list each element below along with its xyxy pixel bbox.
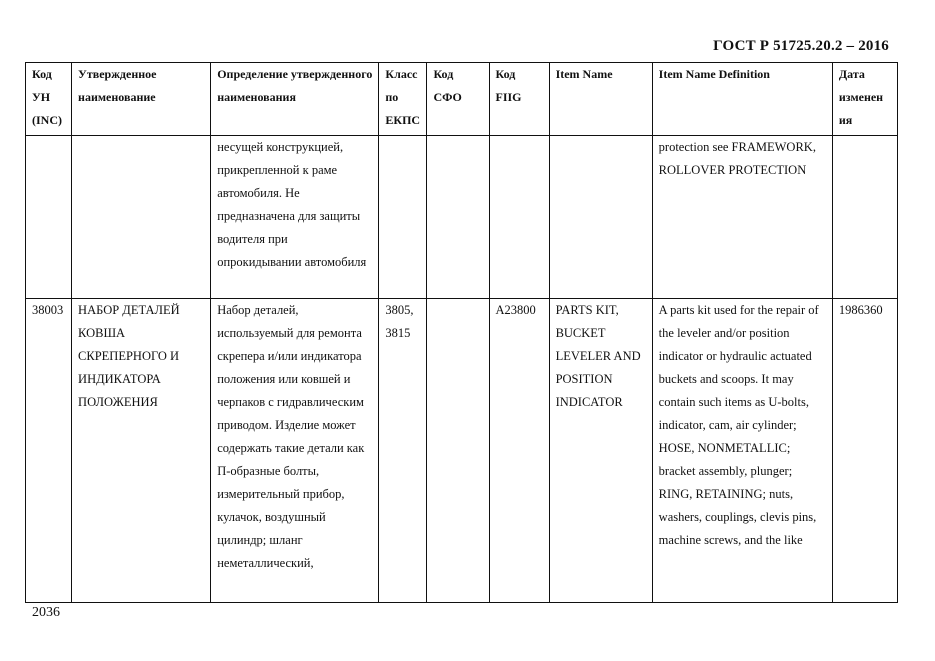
table-header-row bbox=[26, 63, 898, 136]
cell-fiig bbox=[489, 136, 549, 299]
cell-sfo bbox=[427, 136, 489, 299]
col-header-date: Дата изменен ия bbox=[832, 63, 897, 136]
cell-class bbox=[379, 136, 427, 299]
cell-inc bbox=[26, 136, 72, 299]
cell-inc: 38003 bbox=[26, 299, 72, 603]
col-header-approved-name: Утвержденное наименование bbox=[72, 63, 211, 136]
cell-item-name-definition: A parts kit used for the repair of the leveler and/or position indicator or hydraulic actuated buckets and scoops. It may contain such items as U-bolts, indicator, cam, air cylinder; HOSE, NONMETALLIC; bracket assembly, plunger; RING, RETAINING; nuts, washers, couplings, clevis pins, machine screws, and the like bbox=[652, 299, 832, 603]
document-code: ГОСТ Р 51725.20.2 – 2016 bbox=[713, 38, 889, 54]
table-row bbox=[26, 299, 898, 603]
cell-date bbox=[832, 136, 897, 299]
col-header-fiig: Код FIIG bbox=[489, 63, 549, 136]
col-header-item-name: Item Name bbox=[549, 63, 652, 136]
col-header-sfo: Код СФО bbox=[427, 63, 489, 136]
cell-definition: Набор деталей, используемый для ремонта скрепера и/или индикатора положения или ковшей и черпаков с гидравлическим приводом. Изделие может содержать такие детали как П-образные болты, измерительный прибор, кулачок, воздушный цилиндр; шланг неметаллический, bbox=[211, 299, 379, 603]
col-header-inc: Код УН (INC) bbox=[26, 63, 72, 136]
cell-item-name bbox=[549, 136, 652, 299]
cell-date: 1986360 bbox=[832, 299, 897, 603]
cell-sfo bbox=[427, 299, 489, 603]
cell-fiig: A23800 bbox=[489, 299, 549, 603]
cell-item-name-definition: protection see FRAMEWORK, ROLLOVER PROTECTION bbox=[652, 136, 832, 299]
cell-class: 3805, 3815 bbox=[379, 299, 427, 603]
col-header-definition: Определение утвержденного наименования bbox=[211, 63, 379, 136]
cell-approved-name: НАБОР ДЕТАЛЕЙ КОВША СКРЕПЕРНОГО И ИНДИКАТОРА ПОЛОЖЕНИЯ bbox=[72, 299, 211, 603]
col-header-class: Класс по ЕКПС bbox=[379, 63, 427, 136]
table-row bbox=[26, 136, 898, 299]
page-number: 2036 bbox=[32, 605, 60, 620]
cell-approved-name bbox=[72, 136, 211, 299]
catalog-table bbox=[25, 62, 898, 603]
cell-item-name: PARTS KIT, BUCKET LEVELER AND POSITION INDICATOR bbox=[549, 299, 652, 603]
col-header-item-name-definition: Item Name Definition bbox=[652, 63, 832, 136]
cell-definition: несущей конструкцией, прикрепленной к раме автомобиля. Не предназначена для защиты водителя при опрокидывании автомобиля bbox=[211, 136, 379, 299]
